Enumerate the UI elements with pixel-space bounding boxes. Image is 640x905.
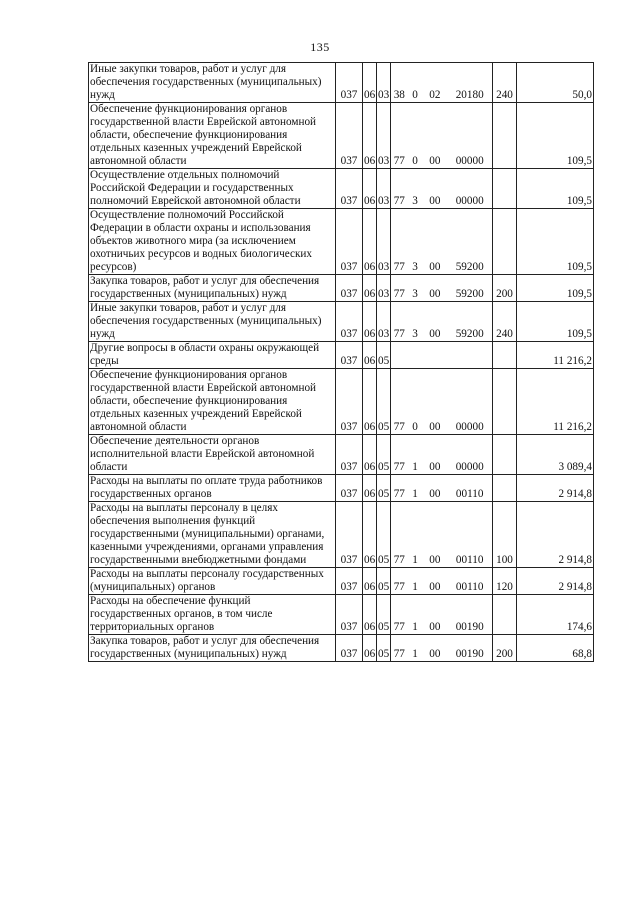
target-group-code: 00	[429, 461, 441, 473]
subsection-code-cell: 05	[377, 475, 391, 502]
target-direction-code: 00190	[455, 621, 484, 633]
subsection-code-cell: 05	[377, 568, 391, 595]
target-direction-code: 00110	[455, 554, 484, 566]
amount-cell: 109,5	[517, 169, 594, 209]
table-row	[89, 209, 594, 275]
section-code-cell: 06	[363, 568, 377, 595]
expense-type-cell: 240	[493, 63, 517, 103]
row-name-cell: Закупка товаров, работ и услуг для обеспечения государственных (муниципальных) нужд	[89, 275, 336, 302]
target-subprogram-code: 1	[412, 461, 418, 473]
target-program-code: 77	[393, 648, 405, 660]
target-group-code: 00	[429, 488, 441, 500]
target-subprogram-code: 3	[412, 288, 418, 300]
target-code-cell	[391, 63, 493, 103]
amount-cell: 109,5	[517, 103, 594, 169]
amount-cell: 109,5	[517, 275, 594, 302]
target-direction-code: 00000	[455, 461, 484, 473]
ministry-code-cell: 037	[336, 169, 363, 209]
target-group-code: 00	[429, 328, 441, 340]
target-code-cell	[391, 169, 493, 209]
expense-type-cell	[493, 169, 517, 209]
subsection-code-cell: 03	[377, 302, 391, 342]
target-program-code: 77	[393, 261, 405, 273]
target-subprogram-code: 3	[412, 195, 418, 207]
ministry-code-cell: 037	[336, 475, 363, 502]
target-subprogram-code: 1	[412, 648, 418, 660]
target-code-cell	[391, 595, 493, 635]
target-program-code: 77	[393, 461, 405, 473]
row-name-cell: Расходы на выплаты по оплате труда работников государственных органов	[89, 475, 336, 502]
target-direction-code: 00000	[455, 155, 484, 167]
table-row	[89, 568, 594, 595]
row-name-cell: Другие вопросы в области охраны окружающей среды	[89, 342, 336, 369]
expense-type-cell: 200	[493, 635, 517, 662]
target-subprogram-code: 3	[412, 328, 418, 340]
target-direction-code: 00110	[455, 488, 484, 500]
ministry-code-cell: 037	[336, 635, 363, 662]
target-code-cell	[391, 435, 493, 475]
table-row	[89, 275, 594, 302]
amount-cell: 2 914,8	[517, 502, 594, 568]
ministry-code-cell: 037	[336, 63, 363, 103]
table-row	[89, 369, 594, 435]
expense-type-cell	[493, 595, 517, 635]
target-group-code: 00	[429, 155, 441, 167]
expense-type-cell: 120	[493, 568, 517, 595]
expense-type-cell	[493, 103, 517, 169]
target-subprogram-code: 1	[412, 554, 418, 566]
row-name-cell: Расходы на обеспечение функций государственных органов, в том числе территориальных органов	[89, 595, 336, 635]
subsection-code-cell: 05	[377, 502, 391, 568]
subsection-code-cell: 03	[377, 103, 391, 169]
row-name-cell: Закупка товаров, работ и услуг для обеспечения государственных (муниципальных) нужд	[89, 635, 336, 662]
subsection-code-cell: 05	[377, 369, 391, 435]
section-code-cell: 06	[363, 475, 377, 502]
ministry-code-cell: 037	[336, 103, 363, 169]
row-name-cell: Осуществление полномочий Российской Федерации в области охраны и использования объектов животного мира (за исключением охотничьих ресурсов и водных биологических ресурсов)	[89, 209, 336, 275]
target-direction-code: 00000	[455, 421, 484, 433]
section-code-cell: 06	[363, 275, 377, 302]
subsection-code-cell: 03	[377, 169, 391, 209]
target-group-code: 00	[429, 648, 441, 660]
target-direction-code: 59200	[455, 261, 484, 273]
section-code-cell: 06	[363, 595, 377, 635]
target-program-code: 77	[393, 195, 405, 207]
target-group-code: 00	[429, 581, 441, 593]
target-subprogram-code: 0	[412, 89, 418, 101]
section-code-cell: 06	[363, 302, 377, 342]
target-group-code: 00	[429, 421, 441, 433]
target-program-code: 38	[393, 89, 405, 101]
section-code-cell: 06	[363, 169, 377, 209]
target-code-cell	[391, 475, 493, 502]
row-name-cell: Обеспечение деятельности органов исполнительной власти Еврейской автономной области	[89, 435, 336, 475]
target-code-cell	[391, 635, 493, 662]
row-name-cell: Осуществление отдельных полномочий Российской Федерации и государственных полномочий Еврейской автономной области	[89, 169, 336, 209]
target-code-cell	[391, 369, 493, 435]
target-code-cell	[391, 275, 493, 302]
target-group-code: 00	[429, 195, 441, 207]
amount-cell: 11 216,2	[517, 369, 594, 435]
target-program-code: 77	[393, 288, 405, 300]
target-code-cell	[391, 209, 493, 275]
target-subprogram-code: 0	[412, 155, 418, 167]
row-name-cell: Иные закупки товаров, работ и услуг для обеспечения государственных (муниципальных) нужд	[89, 63, 336, 103]
expense-type-cell: 100	[493, 502, 517, 568]
ministry-code-cell: 037	[336, 568, 363, 595]
expense-type-cell: 240	[493, 302, 517, 342]
expense-type-cell	[493, 369, 517, 435]
table-row	[89, 103, 594, 169]
amount-cell: 11 216,2	[517, 342, 594, 369]
target-code-cell	[391, 502, 493, 568]
target-group-code: 00	[429, 261, 441, 273]
section-code-cell: 06	[363, 209, 377, 275]
amount-cell: 2 914,8	[517, 568, 594, 595]
target-subprogram-code: 1	[412, 488, 418, 500]
amount-cell: 3 089,4	[517, 435, 594, 475]
target-program-code: 77	[393, 621, 405, 633]
ministry-code-cell: 037	[336, 595, 363, 635]
section-code-cell: 06	[363, 103, 377, 169]
target-program-code: 77	[393, 328, 405, 340]
amount-cell: 109,5	[517, 302, 594, 342]
table-row	[89, 475, 594, 502]
target-group-code: 00	[429, 288, 441, 300]
target-direction-code: 00000	[455, 195, 484, 207]
target-group-code: 00	[429, 554, 441, 566]
target-direction-code: 00110	[455, 581, 484, 593]
subsection-code-cell: 03	[377, 63, 391, 103]
section-code-cell: 06	[363, 63, 377, 103]
section-code-cell: 06	[363, 502, 377, 568]
target-subprogram-code: 0	[412, 421, 418, 433]
ministry-code-cell: 037	[336, 369, 363, 435]
ministry-code-cell: 037	[336, 502, 363, 568]
amount-cell: 174,6	[517, 595, 594, 635]
ministry-code-cell: 037	[336, 302, 363, 342]
row-name-cell: Обеспечение функционирования органов государственной власти Еврейской автономной области, обеспечение функционирования отдельных казенных учреждений Еврейской автономной области	[89, 103, 336, 169]
section-code-cell: 06	[363, 369, 377, 435]
subsection-code-cell: 05	[377, 342, 391, 369]
row-name-cell: Иные закупки товаров, работ и услуг для обеспечения государственных (муниципальных) нужд	[89, 302, 336, 342]
target-code-cell	[391, 302, 493, 342]
table-row	[89, 435, 594, 475]
subsection-code-cell: 03	[377, 275, 391, 302]
target-program-code: 77	[393, 488, 405, 500]
expense-type-cell	[493, 209, 517, 275]
row-name-cell: Расходы на выплаты персоналу в целях обеспечения выполнения функций государственными (муниципальными) органами, казенными учреждениями, органами управления государственными внебюджетными фондами	[89, 502, 336, 568]
table-row	[89, 502, 594, 568]
table-row	[89, 595, 594, 635]
budget-table	[88, 62, 594, 662]
table-row	[89, 63, 594, 103]
table-row	[89, 169, 594, 209]
expense-type-cell: 200	[493, 275, 517, 302]
section-code-cell: 06	[363, 342, 377, 369]
target-group-code: 02	[429, 89, 441, 101]
target-direction-code: 00190	[455, 648, 484, 660]
subsection-code-cell: 03	[377, 209, 391, 275]
target-direction-code: 59200	[455, 288, 484, 300]
amount-cell: 68,8	[517, 635, 594, 662]
table-row	[89, 302, 594, 342]
target-code-cell	[391, 568, 493, 595]
amount-cell: 109,5	[517, 209, 594, 275]
target-subprogram-code: 1	[412, 581, 418, 593]
budget-table-body	[89, 63, 594, 662]
amount-cell: 2 914,8	[517, 475, 594, 502]
section-code-cell: 06	[363, 635, 377, 662]
ministry-code-cell: 037	[336, 342, 363, 369]
ministry-code-cell: 037	[336, 209, 363, 275]
ministry-code-cell: 037	[336, 435, 363, 475]
subsection-code-cell: 05	[377, 635, 391, 662]
amount-cell: 50,0	[517, 63, 594, 103]
target-code-cell	[391, 342, 493, 369]
expense-type-cell	[493, 435, 517, 475]
target-direction-code: 20180	[455, 89, 484, 101]
table-row	[89, 342, 594, 369]
subsection-code-cell: 05	[377, 435, 391, 475]
ministry-code-cell: 037	[336, 275, 363, 302]
table-row	[89, 635, 594, 662]
target-program-code: 77	[393, 421, 405, 433]
target-group-code: 00	[429, 621, 441, 633]
target-direction-code: 59200	[455, 328, 484, 340]
section-code-cell: 06	[363, 435, 377, 475]
expense-type-cell	[493, 342, 517, 369]
subsection-code-cell: 05	[377, 595, 391, 635]
expense-type-cell	[493, 475, 517, 502]
target-code-cell	[391, 103, 493, 169]
target-program-code: 77	[393, 581, 405, 593]
row-name-cell: Обеспечение функционирования органов государственной власти Еврейской автономной области, обеспечение функционирования отдельных казенных учреждений Еврейской автономной области	[89, 369, 336, 435]
target-program-code: 77	[393, 554, 405, 566]
target-subprogram-code: 1	[412, 621, 418, 633]
page-number: 135	[310, 40, 330, 54]
row-name-cell: Расходы на выплаты персоналу государственных (муниципальных) органов	[89, 568, 336, 595]
target-subprogram-code: 3	[412, 261, 418, 273]
target-program-code: 77	[393, 155, 405, 167]
